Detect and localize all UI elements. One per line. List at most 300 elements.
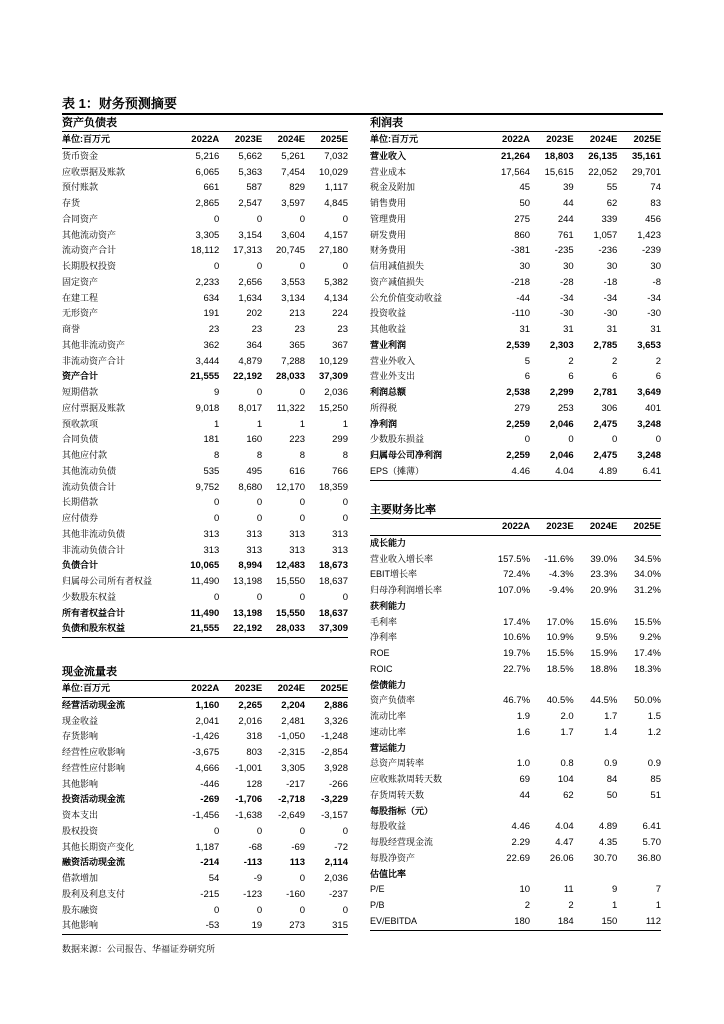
cell-value: 150 <box>574 914 618 930</box>
cell-value: 313 <box>332 528 348 540</box>
table-row <box>370 338 661 354</box>
row-label: 存货周转天数 <box>370 789 425 800</box>
cell-value: 829 <box>289 182 306 194</box>
cell-value: 2,781 <box>593 387 618 398</box>
table-row <box>370 788 661 804</box>
row-label: 其他影响 <box>62 918 176 934</box>
cell-value: 1,423 <box>637 229 661 241</box>
cell-value: 0 <box>256 513 263 524</box>
table-row <box>62 543 348 559</box>
table-row <box>62 590 348 606</box>
cell-value: 11,490 <box>190 607 220 619</box>
row-label: 流动比率 <box>370 711 407 721</box>
cell-value: -68 <box>248 841 263 853</box>
cell-value: 23 <box>251 324 263 335</box>
table-row <box>62 697 348 713</box>
cell-value: 2,041 <box>195 715 220 727</box>
year-header: 2024E <box>574 132 618 149</box>
cell-value <box>530 535 574 551</box>
table-row <box>370 630 661 646</box>
cell-value: -1,248 <box>321 731 348 743</box>
cell-value: 1.4 <box>604 726 618 738</box>
cell-value: 2,046 <box>549 418 574 430</box>
cell-value: 44.5% <box>590 695 618 707</box>
cell-value: -217 <box>286 778 306 790</box>
row-label: 长期借款 <box>62 497 99 508</box>
table-row <box>62 729 348 745</box>
cell-value: 3,928 <box>324 762 348 774</box>
cell-value: 3,553 <box>281 276 306 288</box>
cell-value: 2,036 <box>324 873 348 884</box>
year-header: 2022A <box>486 519 530 536</box>
cell-value: 9 <box>612 884 618 896</box>
cell-value: 34.0% <box>634 569 661 581</box>
year-header: 2025E <box>617 132 661 149</box>
cell-value: 0 <box>299 497 306 509</box>
table-row <box>62 448 348 464</box>
cell-value: 8 <box>342 450 348 461</box>
table-row <box>370 819 661 835</box>
cell-value: 50 <box>519 198 531 209</box>
cell-value: -30 <box>603 308 618 320</box>
cell-value: 62 <box>606 198 618 209</box>
cell-value: 6 <box>655 371 661 383</box>
cell-value: 6 <box>568 371 574 383</box>
cell-value: 2,233 <box>195 276 220 288</box>
cell-value: -44 <box>516 292 531 304</box>
cell-value: 2,865 <box>195 198 220 209</box>
table-row <box>370 322 661 338</box>
cell-value: -237 <box>328 888 348 900</box>
cell-value <box>574 741 618 757</box>
cell-value: 17.0% <box>546 616 574 628</box>
row-label: 估值比率 <box>370 868 407 879</box>
cell-value: 8 <box>214 450 220 461</box>
cell-value: 15,550 <box>276 576 306 587</box>
cell-value: 20.9% <box>590 585 618 596</box>
cell-value: 313 <box>332 544 348 556</box>
row-label: 利润总额 <box>370 387 407 397</box>
cell-value: 8,680 <box>238 481 263 493</box>
cell-value: -1,456 <box>192 810 220 821</box>
cell-value: 0 <box>342 261 348 272</box>
row-label: 在建工程 <box>62 292 99 303</box>
cell-value: 365 <box>289 339 306 351</box>
cell-value: 4,879 <box>238 355 263 367</box>
table-row <box>370 662 661 678</box>
cell-value: -18 <box>603 276 618 288</box>
cell-value: 766 <box>332 465 348 477</box>
cell-value: 8,994 <box>238 560 263 572</box>
cell-value: -446 <box>200 778 220 790</box>
section-header-row <box>370 804 661 820</box>
cell-value: 27,180 <box>318 245 348 257</box>
row-label: 应付债券 <box>62 513 99 523</box>
cell-value: 761 <box>557 229 574 241</box>
row-label: 营业成本 <box>370 166 407 177</box>
row-label: 股权投资 <box>62 825 99 836</box>
table-row <box>62 808 348 824</box>
cell-value <box>530 741 574 757</box>
cell-value: 36.80 <box>637 852 661 864</box>
cell-value: 11,322 <box>276 402 306 414</box>
cell-value: 10 <box>519 884 531 896</box>
cell-value: 0 <box>299 387 306 398</box>
table-row <box>62 558 348 574</box>
cell-value <box>617 678 661 694</box>
cell-value: 21,555 <box>176 621 219 637</box>
cell-value: 15.6% <box>590 616 618 628</box>
cell-value: 107.0% <box>497 585 531 596</box>
balance-sheet-table <box>62 131 348 638</box>
row-label: 投资收益 <box>370 308 407 319</box>
cell-value: 4.04 <box>530 464 574 480</box>
section-header-row <box>370 867 661 883</box>
cell-value: 34.5% <box>634 553 661 565</box>
cell-value: 11,490 <box>190 576 220 587</box>
cell-value: -160 <box>286 888 306 900</box>
cell-value: 10,065 <box>190 560 220 572</box>
row-label: EV/EBITDA <box>370 914 486 930</box>
cell-value: 21,264 <box>500 150 531 162</box>
cell-value: 62 <box>563 789 574 801</box>
cell-value: 19 <box>219 918 262 934</box>
cell-value <box>530 678 574 694</box>
cell-value: 184 <box>530 914 574 930</box>
cell-value: 0 <box>256 261 263 272</box>
cell-value: 0 <box>299 591 306 603</box>
cell-value: 23 <box>337 324 348 335</box>
cell-value: 22.7% <box>503 663 531 675</box>
row-label: 合同负债 <box>62 434 99 445</box>
year-header: 2023E <box>219 681 262 698</box>
cell-value <box>574 804 618 820</box>
cell-value: 13,198 <box>233 607 263 619</box>
row-label: 合同资产 <box>62 213 99 224</box>
cell-value: 2 <box>524 900 531 911</box>
cell-value: 74 <box>650 182 661 194</box>
cell-value: 26,135 <box>588 150 618 162</box>
cell-value: -30 <box>559 308 574 320</box>
cell-value: 2 <box>568 355 574 367</box>
cell-value: -11.6% <box>544 553 574 565</box>
row-label: 毛利率 <box>370 616 398 627</box>
row-label: 无形资产 <box>62 308 99 319</box>
cell-value: 0 <box>214 261 220 272</box>
cell-value: 3,248 <box>637 418 661 430</box>
cell-value: 313 <box>289 544 306 556</box>
row-label: 归属母公司所有者权益 <box>62 576 153 586</box>
table-row <box>62 511 348 527</box>
cell-value: 2,547 <box>238 198 263 209</box>
cell-value: 13,198 <box>233 576 263 587</box>
table-row <box>370 567 661 583</box>
cell-value: 313 <box>246 544 263 556</box>
cell-value: 10,129 <box>318 355 348 367</box>
cell-value: 456 <box>645 213 661 225</box>
cell-value: 0 <box>299 873 306 884</box>
cell-value: 279 <box>514 402 531 414</box>
cell-value: 22,192 <box>233 371 263 383</box>
table-row <box>370 180 661 196</box>
row-label: ROIC <box>370 663 393 674</box>
table-row <box>370 882 661 898</box>
year-header: 2023E <box>530 519 574 536</box>
cell-value: 84 <box>606 774 618 785</box>
row-label: 应付票据及账款 <box>62 402 126 413</box>
balance-sheet-section <box>62 116 348 638</box>
cell-value <box>486 804 530 820</box>
table-row <box>62 354 348 370</box>
cell-value: 4.47 <box>555 837 574 848</box>
cell-value: 8,017 <box>238 402 263 414</box>
cell-value: 10.6% <box>503 632 531 644</box>
cell-value: 2,303 <box>549 339 574 351</box>
row-label: P/B <box>370 900 385 910</box>
table-row <box>370 401 661 417</box>
cell-value: 3,597 <box>281 198 306 209</box>
cell-value: 0 <box>342 825 348 837</box>
cell-value: -235 <box>554 245 574 257</box>
cell-value: 0 <box>214 513 220 524</box>
cell-value: 1,117 <box>324 182 348 194</box>
cell-value: 0 <box>342 513 348 524</box>
cell-value: 191 <box>203 308 220 320</box>
cell-value: 5,216 <box>195 150 220 162</box>
cell-value: 3,305 <box>281 762 306 774</box>
cell-value: 860 <box>514 229 531 241</box>
row-label: 流动负债合计 <box>62 481 117 492</box>
row-label: 信用减值损失 <box>370 261 425 271</box>
row-label: 财务费用 <box>370 245 407 256</box>
cell-value: 18,803 <box>544 150 574 162</box>
cell-value: 2.29 <box>511 837 531 848</box>
cell-value: 15,615 <box>544 166 574 178</box>
cell-value: 28,033 <box>262 621 305 637</box>
cell-value: 2,656 <box>238 276 263 288</box>
row-label: 应收账款周转天数 <box>370 774 443 784</box>
cell-value: 15,550 <box>276 607 306 619</box>
cell-value: -218 <box>511 276 531 288</box>
row-label: 固定资产 <box>62 276 99 287</box>
cell-value: 535 <box>203 465 220 477</box>
table-row <box>62 621 348 637</box>
cell-value: 1 <box>612 900 618 911</box>
income-statement-title: 利润表 <box>370 117 403 129</box>
cell-value: 55 <box>606 182 618 194</box>
cell-value: -1,638 <box>235 810 263 821</box>
cell-value: 313 <box>289 528 306 540</box>
cell-value: -9 <box>253 873 263 884</box>
section-header-row <box>370 678 661 694</box>
cell-value: 0 <box>342 591 348 603</box>
cell-value: 18,637 <box>318 576 348 587</box>
cell-value: -69 <box>291 841 306 853</box>
cell-value: 803 <box>246 747 263 758</box>
table-row <box>370 583 661 599</box>
cell-value: 0 <box>612 434 618 446</box>
cell-value: 273 <box>262 918 305 934</box>
table-row <box>370 709 661 725</box>
row-label: 归属母公司净利润 <box>370 450 443 460</box>
cell-value: 1.5 <box>647 711 661 722</box>
row-label: 营运能力 <box>370 742 407 753</box>
cell-value: 46.7% <box>503 695 531 707</box>
cell-value: 50.0% <box>634 695 661 707</box>
cell-value: 0 <box>299 261 306 272</box>
cell-value: 2 <box>612 355 618 367</box>
cell-value: 587 <box>246 182 263 194</box>
cell-value: 0 <box>342 904 348 916</box>
cell-value: 4.46 <box>511 821 531 833</box>
cell-value: 85 <box>650 774 661 785</box>
cell-value: 6 <box>612 371 618 383</box>
cell-value: 2,114 <box>324 857 348 869</box>
cell-value: 364 <box>246 339 263 351</box>
row-label: 营业收入增长率 <box>370 553 434 564</box>
cell-value: 362 <box>203 339 220 351</box>
header-row <box>370 519 661 536</box>
row-label: 经营性应付影响 <box>62 762 126 773</box>
cell-value: 7 <box>655 884 661 896</box>
row-label: 所有者权益合计 <box>62 607 126 618</box>
table-row <box>370 243 661 259</box>
table-row <box>62 761 348 777</box>
cell-value: 1.2 <box>647 726 661 738</box>
table-row <box>370 354 661 370</box>
table-row <box>370 228 661 244</box>
year-header: 2022A <box>176 681 219 698</box>
ratios-table <box>370 518 661 931</box>
cell-value: 31 <box>606 324 618 335</box>
table-row <box>62 243 348 259</box>
cell-value: 31 <box>519 324 531 335</box>
cell-value: 2,539 <box>506 339 531 351</box>
cell-value: 1.7 <box>604 711 618 722</box>
cell-value: -123 <box>243 888 263 900</box>
cell-value: 9 <box>214 387 220 398</box>
cell-value: -110 <box>511 308 531 320</box>
table-row <box>370 835 661 851</box>
row-label: 经营活动现金流 <box>62 699 126 710</box>
cell-value: 44 <box>519 789 531 801</box>
year-header: 2022A <box>486 132 530 149</box>
cell-value: 0 <box>524 434 531 446</box>
cell-value: 72.4% <box>503 569 531 581</box>
year-header: 2023E <box>219 132 262 149</box>
cell-value: 9,018 <box>195 402 220 414</box>
cell-value: 28,033 <box>276 371 306 383</box>
cell-value: 1,160 <box>195 699 220 711</box>
cell-value: 401 <box>645 402 661 414</box>
cell-value: 0 <box>342 497 348 509</box>
cell-value: 253 <box>557 402 574 414</box>
cell-value: 54 <box>208 873 220 884</box>
table-row <box>370 464 661 480</box>
cell-value: 223 <box>289 434 306 446</box>
cell-value: 12,483 <box>276 560 306 572</box>
cell-value: 7,288 <box>281 355 306 367</box>
cell-value: 634 <box>203 292 220 304</box>
cell-value: -1,706 <box>235 794 263 806</box>
cell-value: 0.9 <box>604 758 618 770</box>
table-row <box>62 385 348 401</box>
cell-value: 39 <box>563 182 574 194</box>
table-row <box>62 855 348 871</box>
unit-header: 单位:百万元 <box>62 132 176 149</box>
cell-value: 3,653 <box>637 339 661 351</box>
cell-value: 2,475 <box>593 450 618 461</box>
cell-value: 18,112 <box>190 245 220 257</box>
cell-value <box>486 741 530 757</box>
row-label: 少数股东权益 <box>62 591 117 602</box>
cell-value: 3,326 <box>324 715 348 727</box>
row-label: 资产合计 <box>62 371 99 382</box>
table-row <box>370 552 661 568</box>
section-header-row <box>370 741 661 757</box>
cell-value: 39.0% <box>590 553 618 565</box>
cell-value: 40.5% <box>546 695 574 707</box>
cell-value: 2,538 <box>506 387 531 398</box>
header-row <box>62 132 348 149</box>
cell-value: 17.4% <box>634 648 661 659</box>
table-row <box>370 898 661 914</box>
cell-value: -236 <box>598 245 618 257</box>
cell-value: 17.4% <box>503 616 531 628</box>
cell-value: 30.70 <box>593 852 618 864</box>
cell-value: -214 <box>200 857 220 869</box>
row-label: 存货影响 <box>62 731 99 742</box>
cell-value: 4.35 <box>598 837 618 848</box>
cell-value: 2,475 <box>593 418 618 430</box>
cell-value: 10.9% <box>546 632 574 644</box>
table-row <box>62 212 348 228</box>
cell-value: -3,157 <box>321 810 348 821</box>
table-row <box>370 432 661 448</box>
table-row <box>62 480 348 496</box>
table-row <box>370 148 661 164</box>
cell-value: 0 <box>299 513 306 524</box>
unit-header: 单位:百万元 <box>62 681 176 698</box>
cell-value: 1 <box>655 900 661 911</box>
table-row <box>370 725 661 741</box>
row-label: 偿债能力 <box>370 679 407 690</box>
row-label: 股东融资 <box>62 904 99 915</box>
cell-value: 2,481 <box>281 715 306 727</box>
cell-value: 50 <box>606 789 618 801</box>
cell-value: 2 <box>568 900 574 911</box>
row-label: 资产减值损失 <box>370 276 425 287</box>
table-row <box>370 306 661 322</box>
cell-value: 4,666 <box>195 762 220 774</box>
cell-value: 30 <box>519 261 531 272</box>
cell-value: 31 <box>563 324 574 335</box>
cell-value: 202 <box>246 308 263 320</box>
cell-value: 367 <box>332 339 348 351</box>
section-header-row <box>370 599 661 615</box>
cell-value: 26.06 <box>549 852 574 864</box>
cell-value: 3,248 <box>637 450 661 461</box>
row-label: 研发费用 <box>370 229 407 240</box>
row-label: 预收款项 <box>62 418 99 429</box>
row-label: 其他长期资产变化 <box>62 841 135 852</box>
cell-value: 8 <box>299 450 306 461</box>
table-row <box>62 871 348 887</box>
row-label: 其他流动负债 <box>62 465 117 476</box>
table-row <box>62 401 348 417</box>
cell-value: 4,845 <box>324 198 348 209</box>
unit-header <box>370 519 486 536</box>
